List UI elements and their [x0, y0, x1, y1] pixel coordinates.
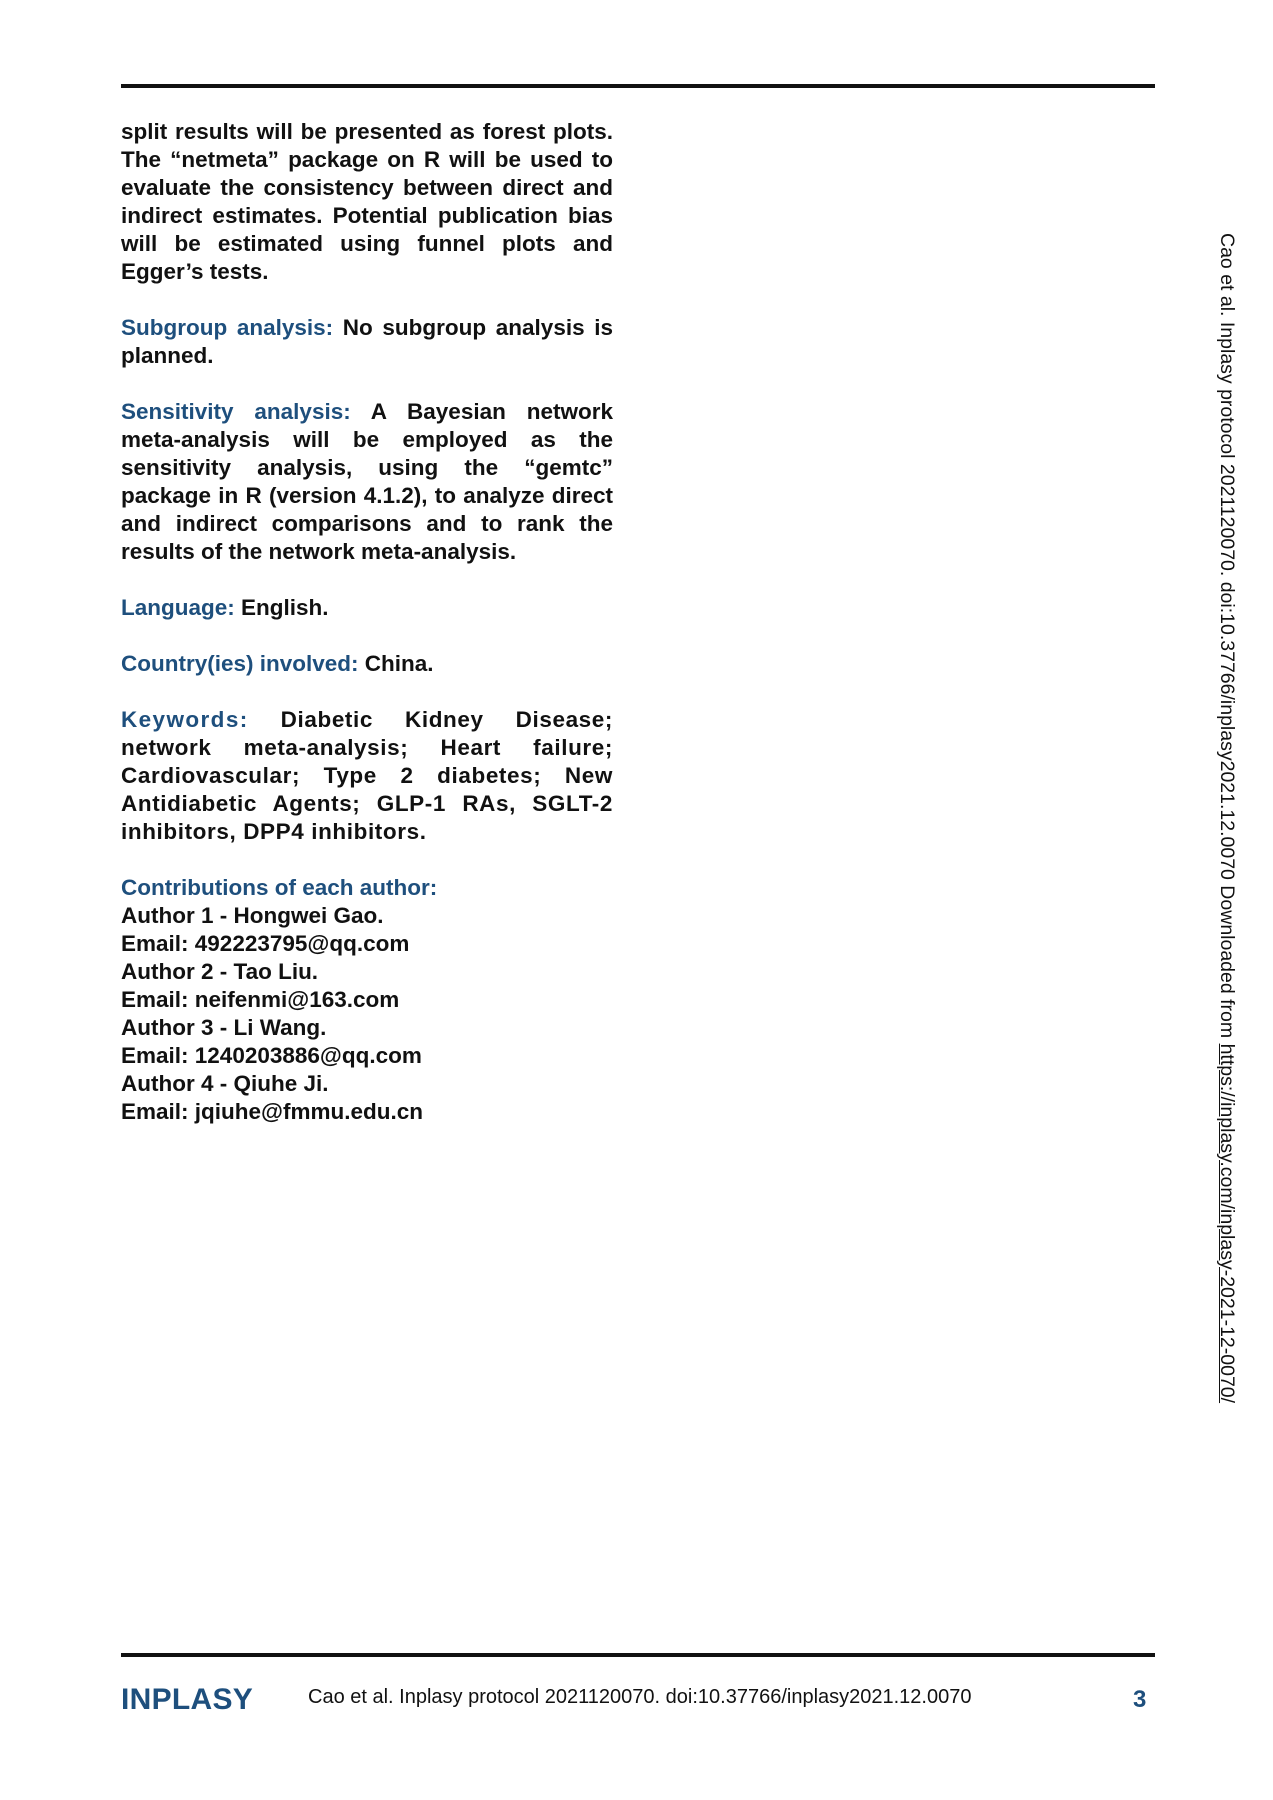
methods-text: split results will be presented as forest plots. The “netmeta” package on R will be used to evaluate the consistency between direct and indirect estimates. Potential publication bias will be estimated using funnel plots and Egger’s tests. [121, 119, 613, 284]
country-section [121, 650, 613, 678]
author-4-email: Email: jqiuhe@fmmu.edu.cn [121, 1099, 423, 1124]
language-section [121, 594, 613, 622]
footer-rule [121, 1653, 1155, 1657]
author-3-email: Email: 1240203886@qq.com [121, 1043, 422, 1068]
footer-citation: Cao et al. Inplasy protocol 2021120070. doi:10.37766/inplasy2021.12.0070 [308, 1686, 972, 1708]
author-2-email: Email: neifenmi@163.com [121, 987, 400, 1012]
main-column [121, 118, 613, 1154]
author-1-name: Author 1 - Hongwei Gao. [121, 903, 384, 928]
language-label: Language: [121, 595, 235, 620]
side-download-note [1215, 233, 1239, 1583]
author-3-name: Author 3 - Li Wang. [121, 1015, 327, 1040]
side-note-text: Cao et al. Inplasy protocol 2021120070. doi:10.37766/inplasy2021.12.0070 Downloaded from [1216, 233, 1238, 1044]
sensitivity-text: A Bayesian network meta-analysis will be employed as the sensitivity analysis, using the “gemtc” package in R (version 4.1.2), to analyze direct and indirect comparisons and to rank the results of the network meta-analysis. [121, 399, 613, 564]
author-2-name: Author 2 - Tao Liu. [121, 959, 319, 984]
contributions-section [121, 874, 613, 1126]
author-1-email: Email: 492223795@qq.com [121, 931, 410, 956]
side-note-link[interactable]: https://inplasy.com/inplasy-2021-12-0070/ [1216, 1043, 1238, 1404]
keywords-label: Keywords: [121, 707, 249, 732]
subgroup-label: Subgroup analysis: [121, 315, 334, 340]
contributions-label: Contributions of each author: [121, 875, 438, 900]
sensitivity-label: Sensitivity analysis: [121, 399, 351, 424]
footer-brand-logo: INPLASY [121, 1683, 254, 1716]
language-text: English. [234, 595, 329, 620]
methods-paragraph [121, 118, 613, 286]
header-rule [121, 84, 1155, 88]
sensitivity-section [121, 398, 613, 566]
keywords-text: Diabetic Kidney Disease; network meta-analysis; Heart failure; Cardiovascular; Type 2 diabetes; New Antidiabetic Agents; GLP-1 RAs, SGLT-2 inhibitors, DPP4 inhibitors. [121, 707, 613, 844]
author-4-name: Author 4 - Qiuhe Ji. [121, 1071, 329, 1096]
subgroup-text: No subgroup analysis is planned. [121, 315, 613, 368]
keywords-section [121, 706, 613, 846]
country-label: Country(ies) involved: [121, 651, 359, 676]
country-text: China. [358, 651, 434, 676]
subgroup-section [121, 314, 613, 370]
page-number: 3 [1133, 1686, 1147, 1713]
